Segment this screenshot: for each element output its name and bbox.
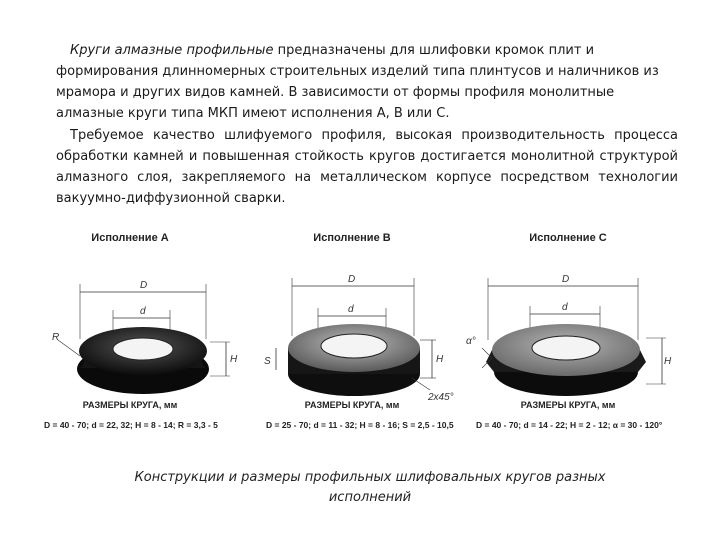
label-outer-diameter: D [348, 274, 356, 285]
label-radius: R [52, 332, 60, 343]
wheel-c-drawing [466, 244, 678, 404]
figure-version-a [40, 224, 240, 444]
wheel-bore [321, 334, 387, 358]
sizes-title: РАЗМЕРЫ КРУГА, мм [520, 400, 616, 410]
figure-version-b [262, 224, 462, 444]
label-inner-diameter: d [140, 306, 146, 317]
label-outer-diameter: D [562, 274, 570, 285]
figure-title: Исполнение В [313, 232, 391, 244]
label-height: H [230, 354, 238, 365]
label-inner-diameter: d [348, 304, 354, 315]
label-height: H [436, 354, 444, 365]
intro-body: предназначены для шлифовки кромок плит и формирования длинномерных строительных изделий типа плинтусов и наличников из мрамора и других видов камней. В зависимости от формы профиля монолитные алмазные круги типа МКП имеют исполнения А, В или С. [56, 43, 659, 121]
wheel-a-drawing [40, 244, 240, 404]
label-chamfer: 2x45° [428, 392, 454, 403]
wheel-bore [113, 338, 173, 360]
dimensions-text: D = 40 - 70; d = 22, 32; H = 8 - 14; R = 3,3 - 5 [44, 420, 218, 430]
figure-version-c [466, 224, 678, 444]
quality-paragraph [56, 125, 678, 209]
dimensions-text: D = 25 - 70; d = 11 - 32; H = 8 - 16; S = 2,5 - 10,5 [266, 420, 454, 430]
sizes-title: РАЗМЕРЫ КРУГА, мм [304, 400, 400, 410]
intro-italic-lead: Круги алмазные профильные [70, 43, 274, 58]
figure-title: Исполнение А [91, 232, 169, 244]
label-angle: α° [466, 336, 476, 347]
dimensions-text: D = 40 - 70; d = 14 - 22; H = 2 - 12; α = 30 - 120° [476, 420, 663, 430]
wheel-b-drawing [262, 244, 462, 404]
figure-title: Исполнение С [529, 232, 607, 244]
quality-text: Требуемое качество шлифуемого профиля, высокая производительность процесса обработки камней и повышенная стойкость кругов достигается монолитной структурой алмазного слоя, закрепляемого на металлическом корпусе посредством технологии вакуумно-диффузионной сварки. [56, 128, 678, 206]
figure-caption: Конструкции и размеры профильных шлифовальных кругов разных исполнений [134, 470, 606, 505]
label-outer-diameter: D [140, 280, 148, 291]
label-height: H [664, 356, 672, 367]
sizes-title: РАЗМЕРЫ КРУГА, мм [82, 400, 178, 410]
intro-paragraph [56, 40, 678, 124]
label-side: S [264, 356, 271, 367]
label-inner-diameter: d [562, 302, 568, 313]
wheel-bore [532, 336, 600, 360]
